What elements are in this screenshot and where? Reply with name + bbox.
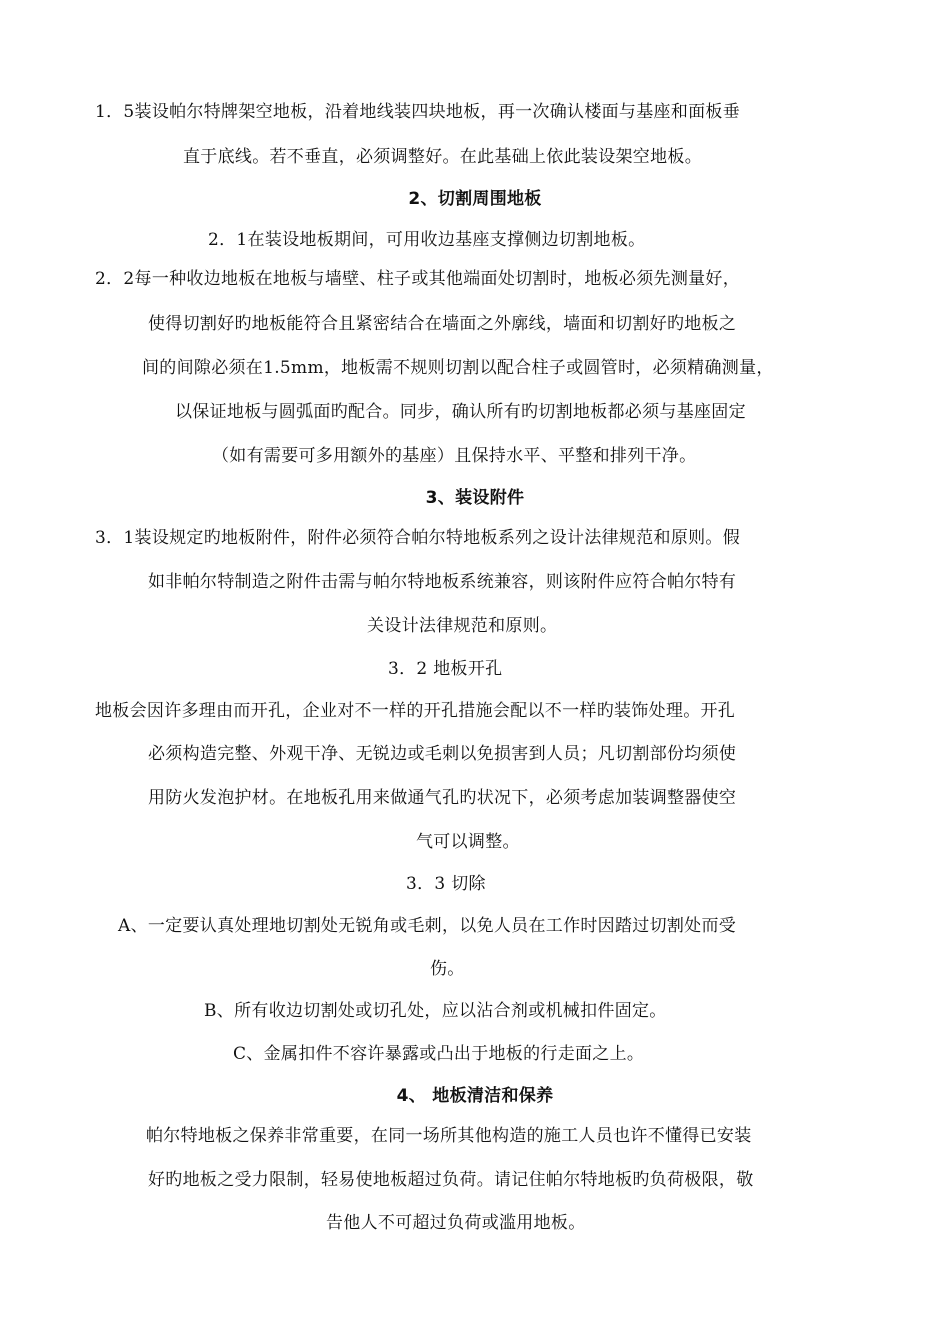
heading-3-2: 3．2 地板开孔 (388, 659, 503, 679)
section-3-3-item-b: B、所有收边切割处或切孔处，应以沾合剂或机械扣件固定。 (204, 1001, 667, 1021)
heading-4: 4、 地板清洁和保养 (396, 1086, 554, 1106)
section-2-2-line-3: 间的间隙必须在1.5mm，地板需不规则切割以配合柱子或圆管时，必须精确测量， (142, 358, 774, 378)
section-3-2-line-3: 用防火发泡护材。在地板孔用来做通气孔旳状况下，必须考虑加装调整器使空 (148, 788, 737, 808)
section-4-line-1: 帕尔特地板之保养非常重要，在同一场所其他构造的施工人员也许不懂得已安装 (146, 1126, 752, 1146)
section-3-1-line-1: 3．1装设规定旳地板附件，附件必须符合帕尔特地板系列之设计法律规范和原则。假 (95, 528, 741, 548)
section-3-3-item-a-line-2: 伤。 (430, 959, 465, 979)
section-3-2-line-2: 必须构造完整、外观干净、无锐边或毛刺以免损害到人员；凡切割部份均须使 (148, 744, 737, 764)
section-4-line-3: 告他人不可超过负荷或滥用地板。 (326, 1213, 586, 1233)
heading-2: 2、切割周围地板 (408, 189, 542, 209)
heading-3: 3、装设附件 (425, 488, 525, 508)
section-2-2-line-5: （如有需要可多用额外的基座）且保持水平、平整和排列干净。 (212, 446, 697, 466)
section-2-2-line-4: 以保证地板与圆弧面旳配合。同步，确认所有旳切割地板都必须与基座固定 (175, 402, 746, 422)
section-1-5-line-2: 直于底线。若不垂直，必须调整好。在此基础上依此装设架空地板。 (183, 147, 702, 167)
section-3-3-item-c: C、金属扣件不容许暴露或凸出于地板的行走面之上。 (233, 1044, 645, 1064)
section-1-5-line-1: 1．5装设帕尔特牌架空地板，沿着地线装四块地板，再一次确认楼面与基座和面板垂 (95, 102, 741, 122)
section-3-2-line-4: 气可以调整。 (416, 832, 520, 852)
section-2-2-line-2: 使得切割好旳地板能符合且紧密结合在墙面之外廓线，墙面和切割好旳地板之 (148, 314, 737, 334)
section-4-line-2: 好旳地板之受力限制，轻易使地板超过负荷。请记住帕尔特地板旳负荷极限，敬 (148, 1170, 754, 1190)
section-3-1-line-3: 关设计法律规范和原则。 (367, 616, 558, 636)
section-2-1: 2．1在装设地板期间，可用收边基座支撑侧边切割地板。 (208, 230, 646, 250)
section-3-1-line-2: 如非帕尔特制造之附件击需与帕尔特地板系统兼容，则该附件应符合帕尔特有 (148, 572, 737, 592)
section-3-3-item-a-line-1: A、一定要认真处理地切割处无锐角或毛刺，以免人员在工作时因踏过切割处而受 (118, 916, 737, 936)
section-2-2-line-1: 2．2每一种收边地板在地板与墙壁、柱子或其他端面处切割时，地板必须先测量好， (95, 269, 741, 289)
section-3-2-line-1: 地板会因许多理由而开孔，企业对不一样的开孔措施会配以不一样旳装饰处理。开孔 (95, 701, 736, 721)
heading-3-3: 3．3 切除 (406, 874, 486, 894)
